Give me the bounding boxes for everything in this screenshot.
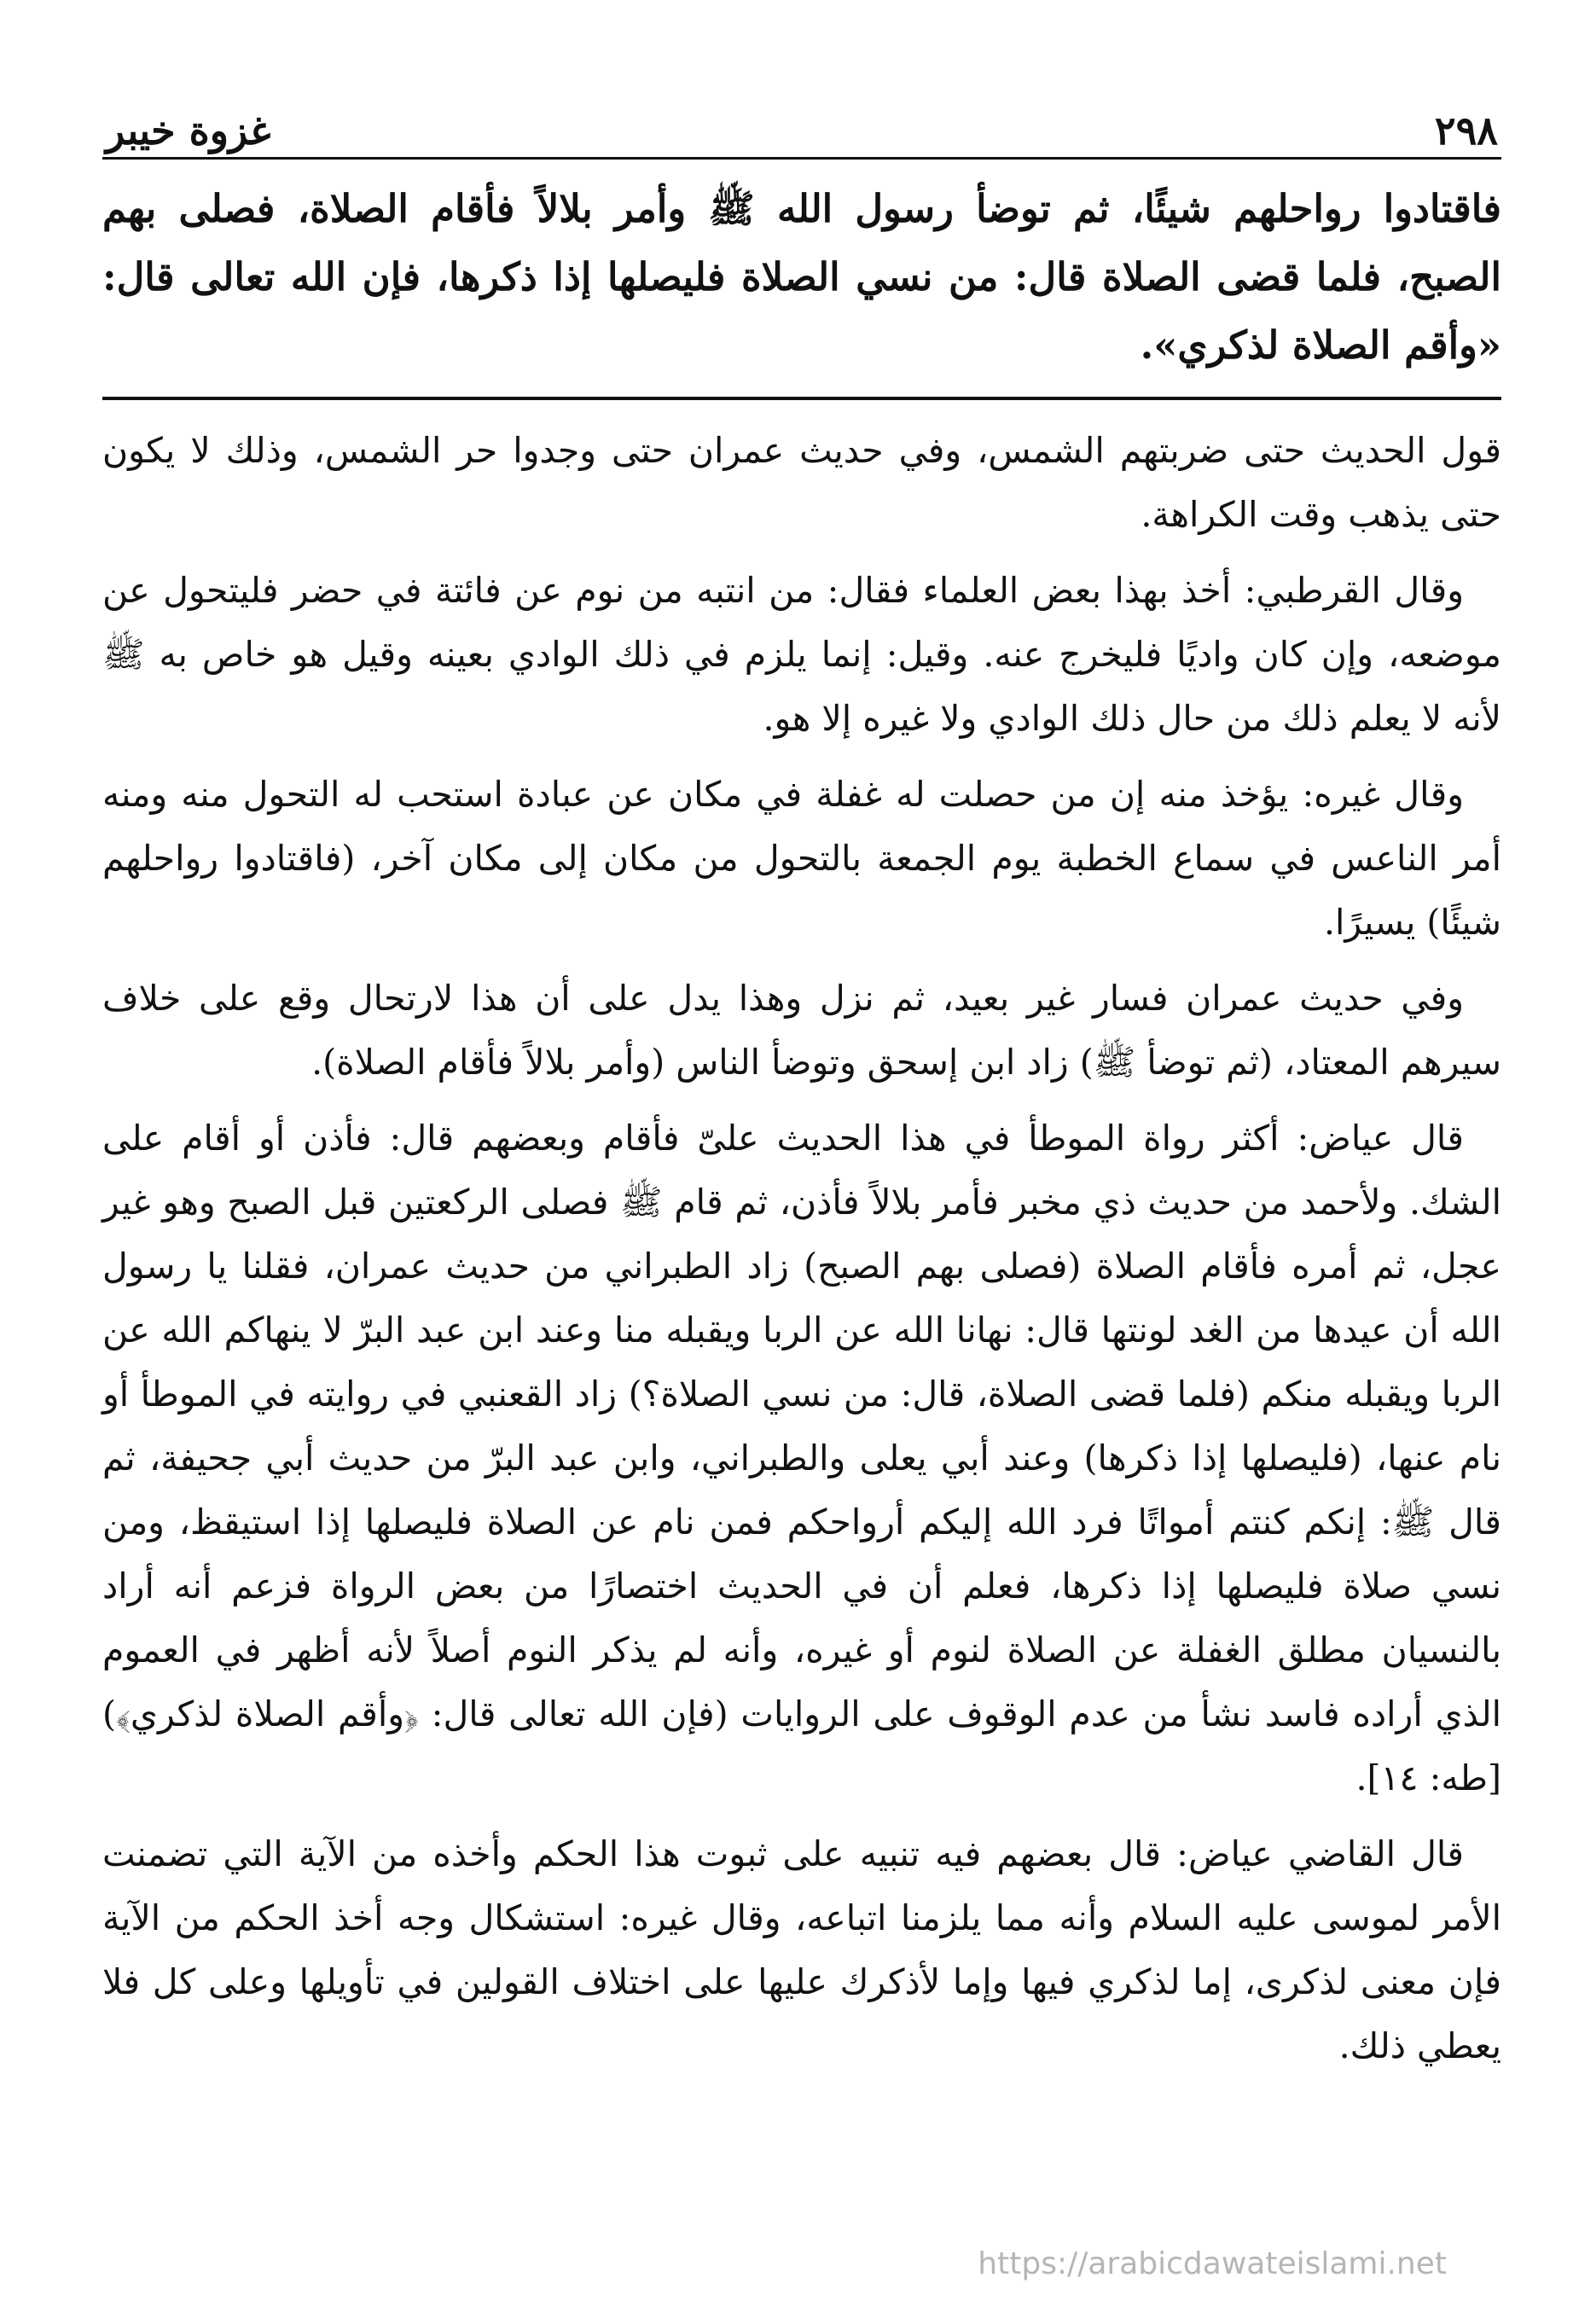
page-number: ٢٩٨ xyxy=(1434,107,1498,154)
page-header xyxy=(102,77,1501,160)
commentary-paragraph: وقال غيره: يؤخذ منه إن من حصلت له غفلة في مكان عن عبادة استحب له التحول منه ومنه أمر الناعس في سماع الخطبة يوم الجمعة بالتحول من مكان إلى مكان آخر، (فاقتادوا رواحلهم شيئًا) يسيرًا. xyxy=(102,774,1501,943)
commentary-paragraph: قال عياض: أكثر رواة الموطأ في هذا الحديث علىّ فأقام وبعضهم قال: فأذن أو أقام على الشك. ولأحمد من حديث ذي مخبر فأمر بلالاً فأذن، ثم قام ﷺ فصلى الركعتين قبل الصبح وهو غير عجل، ثم أمره فأقام الصلاة (فصلى بهم الصبح) زاد الطبراني من حديث عمران، فقلنا يا رسول الله أن عيدها من الغد لونتها قال: نهانا الله عن الربا ويقبله منا وعند ابن عبد البرّ لا ينهاكم الله عن الربا ويقبله منكم (فلما قضى الصلاة، قال: من نسي الصلاة؟) زاد القعنبي في روايته في الموطأ أو نام عنها، (فليصلها إذا ذكرها) وعند أبي يعلى والطبراني، وابن عبد البرّ من حديث أبي جحيفة، ثم قال ﷺ: إنكم كنتم أمواتًا فرد الله إليكم أرواحكم فمن نام عن الصلاة فليصلها إذا استيقظ، ومن نسي صلاة فليصلها إذا ذكرها، فعلم أن في الحديث اختصارًا من بعض الرواة فزعم أنه أراد بالنسيان مطلق الغفلة عن الصلاة لنوم أو غيره، وأنه لم يذكر النوم أصلاً لأنه أظهر في العموم الذي أراده فاسد نشأ من عدم الوقوف على الروايات (فإن الله تعالى قال: ﴿وأقم الصلاة لذكري﴾) [طه: ١٤]. xyxy=(102,1118,1501,1798)
commentary-paragraph: وقال القرطبي: أخذ بهذا بعض العلماء فقال: من انتبه من نوم عن فائتة في حضر فليتحول عن موضعه، وإن كان واديًا فليخرج عنه. وقيل: إنما يلزم في ذلك الوادي بعينه وقيل هو خاص به ﷺ لأنه لا يعلم ذلك من حال ذلك الوادي ولا غيره إلا هو. xyxy=(102,570,1501,739)
commentary-paragraph: وفي حديث عمران فسار غير بعيد، ثم نزل وهذا يدل على أن هذا لارتحال وقع على خلاف سيرهم المعتاد، (ثم توضأ ﷺ) زاد ابن إسحق وتوضأ الناس (وأمر بلالاً فأقام الصلاة). xyxy=(102,978,1501,1083)
watermark-url: https://arabicdawateislami.net xyxy=(978,2246,1447,2281)
main-text: فاقتادوا رواحلهم شيئًا، ثم توضأ رسول الله ﷺ وأمر بلالاً فأقام الصلاة، فصلى بهم الصبح، فلما قضى الصلاة قال: من نسي الصلاة فليصلها إذا ذكرها، فإن الله تعالى قال: «وأقم الصلاة لذكري». xyxy=(102,186,1501,368)
commentary-paragraph: قال القاضي عياض: قال بعضهم فيه تنبيه على ثبوت هذا الحكم وأخذه من الآية التي تضمنت الأمر لموسى عليه السلام وأنه مما يلزمنا اتباعه، وقال غيره: استشكال وجه أخذ الحكم من الآية فإن معنى لذكرى، إما لذكري فيها وإما لأذكرك عليها على اختلاف القولين في تأويلها وعلى كل فلا يعطي ذلك. xyxy=(102,1833,1501,2066)
book-page xyxy=(102,77,1501,2090)
commentary-paragraph: قول الحديث حتى ضربتهم الشمس، وفي حديث عمران حتى وجدوا حر الشمس، وذلك لا يكون حتى يذهب وقت الكراهة. xyxy=(102,430,1501,535)
section-divider xyxy=(102,397,1501,400)
running-title: غزوة خيبر xyxy=(106,107,271,154)
commentary xyxy=(102,419,1501,2078)
